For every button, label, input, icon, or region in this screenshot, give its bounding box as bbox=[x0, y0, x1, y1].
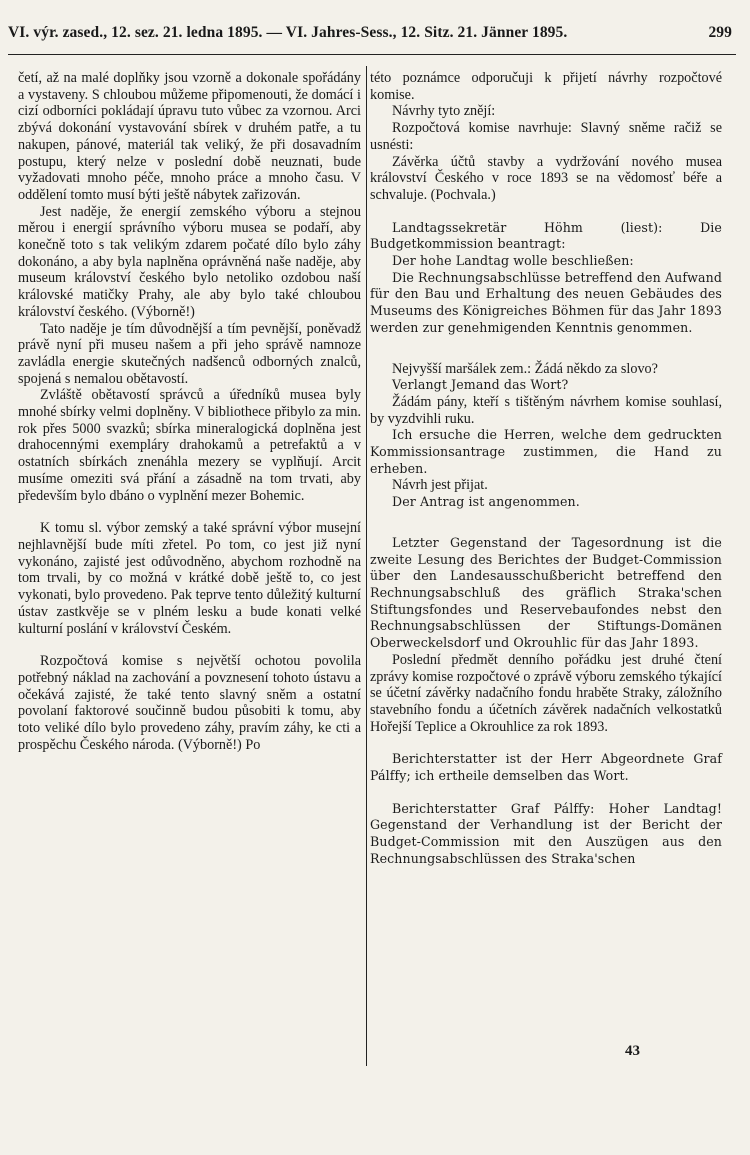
paragraph: této poznámce odporučuji k přijetí návrhy rozpočtové komise. bbox=[370, 70, 722, 103]
header-rule bbox=[8, 54, 736, 55]
right-column bbox=[370, 70, 722, 868]
paragraph: Tato naděje je tím důvodnější a tím pevnější, poněvadž právě nyní při museu našem a při jeho správě namnoze zavládla energie skutečných nadšenců odborných znalců, spojená s nemalou obětavostí. bbox=[18, 320, 361, 387]
paragraph: Návrh jest přijat. bbox=[392, 477, 488, 494]
paragraph: K tomu sl. výbor zemský a také správní výbor musejní nejhlavnější bude míti zřetel. Po tom, co jest již nyní vykonáno, zajisté jest odůvodněno, abychom rozhodně na tom trvali, by co možná v krátké době ještě to, co jest vykonati, bylo provedeno. Pak teprve tento důležitý kulturní ústav zastkvěje se v plném lesku a bude konati velké kulturní poslání v království Českém. bbox=[18, 520, 361, 637]
paragraph: Landtagssekretär Höhm (liest): Die Budgetkommission beantragt: bbox=[370, 219, 722, 252]
paragraph: Závěrka účtů stavby a vydržování nového musea království Českého v roce 1893 se na vědomosť béře a schvaluje. (Pochvala.) bbox=[370, 153, 722, 203]
paragraph: Rozpočtová komise navrhuje: Slavný sněme račiž se usnésti: bbox=[370, 120, 722, 153]
paragraph: Der Antrag ist angenommen. bbox=[392, 494, 580, 510]
paragraph: Rozpočtová komise s největší ochotou povolila potřebný náklad na zachování a povznesení tohoto ústavu a očekává zajisté, že také tento slavný sněm a ostatní povolaní faktorové součinně budou působiti k tomu, aby toto veliké dílo bylo provedeno záhy, pravím záhy, ke cti a prospěchu Českého národa. (Výborně!) Po bbox=[18, 653, 361, 753]
paragraph: Poslední předmět denního pořádku jest druhé čtení zprávy komise rozpočtové o zprávě výboru zemského týkající se účetní závěrky nadačního fondu hraběte Straky, záložního stavebního fondu a účetních závěrek nadačních velkostatků Hořejší Teplice a Okrouhlice za rok 1893. bbox=[370, 651, 722, 735]
header-title: VI. výr. zased., 12. sez. 21. ledna 1895. — VI. Jahres-Sess., 12. Sitz. 21. Jänner 1895. bbox=[8, 24, 568, 41]
paragraph: Ich ersuche die Herren, welche dem gedruckten Kommissionsantrage zustimmen, die Hand zu erheben. bbox=[370, 427, 722, 476]
column-divider bbox=[366, 66, 367, 1066]
paragraph: Nejvyšší maršálek zem.: Žádá někdo za slovo? bbox=[392, 360, 658, 377]
page-number: 299 bbox=[708, 24, 732, 41]
paragraph: Berichterstatter Graf Pálffy: Hoher Landtag! Gegenstand der Verhandlung ist der Bericht der Budget-Commission mit den Auszügen aus den Rechnungsabschlüssen des Straka'schen bbox=[370, 800, 722, 866]
paragraph: Zvláště obětavostí správců a úředníků musea byly mnohé sbírky velmi doplněny. V bibliothece přibylo za min. rok přes 5000 svazků; sbírka mineralogická doplněna jest drahocennými exempláry drahokamů a petrefaktů a v ostatních sbírkách znenáhla mezery se vyplňují. Arcit musíme omeziti svá přání a zásadně na tom trvati, aby především bylo dbáno o vyplnění mezer Bohemic. bbox=[18, 387, 361, 504]
paragraph: Verlangt Jemand das Wort? bbox=[392, 377, 569, 393]
paragraph: Jest naděje, že energií zemského výboru a stejnou měrou i energií správního výboru musea se podaří, aby konečně toto s tak velikým zdarem počaté dílo bylo záhy dokonáno, a aby byla naplněna oprávněná naše naděje, aby museum království českého bylo netoliko ozdobou naší královské matičky Prahy, ale aby bylo také chloubou království českého. (Výborně!) bbox=[18, 203, 361, 320]
running-header bbox=[8, 24, 738, 50]
paragraph: Der hohe Landtag wolle beschließen: bbox=[392, 253, 634, 269]
paragraph: Žádám pány, kteří s tištěným návrhem komise souhlasí, by vyzdvihli ruku. bbox=[370, 393, 722, 427]
paragraph: Die Rechnungsabschlüsse betreffend den Aufwand für den Bau und Erhaltung des neuen Gebäudes des Museums des Königreiches Böhmen für das Jahr 1893 werden zur genehmigenden Kenntnis genommen. bbox=[370, 269, 722, 335]
paragraph: Návrhy tyto znějí: bbox=[392, 103, 496, 120]
paragraph: četí, až na malé doplňky jsou vzorně a dokonale spořádány a vystaveny. S chloubou můžeme připomenouti, že domácí i cizí odborníci pokládají úpravu tuto vůbec za vzornou. Arci zbývá dokonání vystavování sbírek v druhém patře, a tu nakupen, pánové, materiál tak veliký, že při dosavadním postupu, který nelze v poslední době neuznati, bude vyžadovati mnoho péče, mnoho práce a mnoho času. V oddělení tomto musí býti ještě nábytek zařizován. bbox=[18, 70, 361, 203]
left-column bbox=[18, 70, 361, 753]
sheet-number: 43 bbox=[625, 1043, 640, 1059]
paragraph: Letzter Gegenstand der Tagesordnung ist die zweite Lesung des Berichtes der Budget-Commission über den Landesausschußbericht betreffend den Rechnungsabschluß des gräflich Straka'schen Stiftungsfondes und Reservebaufondes nebst den Rechnungsabschlüssen der Stiftungs-Domänen Oberweckelsdorf und Okrouhlic für das Jahr 1893. bbox=[370, 534, 722, 651]
paragraph: Berichterstatter ist der Herr Abgeordnete Graf Pálffy; ich ertheile demselben das Wort. bbox=[370, 751, 722, 784]
